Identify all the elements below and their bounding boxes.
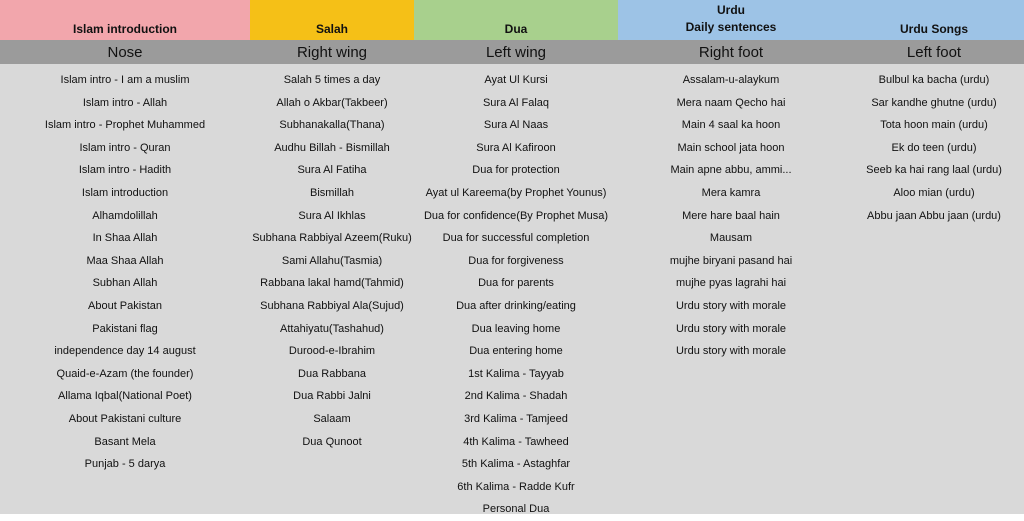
column-islam: [0, 64, 250, 514]
lesson-item[interactable]: Subhana Rabbiyal Azeem(Ruku): [252, 232, 412, 245]
lesson-item[interactable]: 6th Kalima - Radde Kufr: [457, 480, 575, 493]
lesson-item[interactable]: 1st Kalima - Tayyab: [468, 367, 564, 380]
lesson-item[interactable]: Sura Al Naas: [483, 119, 549, 132]
category-header-row: [0, 0, 1024, 40]
lesson-item[interactable]: Assalam-u-alaykum: [682, 74, 780, 86]
column-dua: [414, 64, 618, 514]
lesson-item[interactable]: Bulbul ka bacha (urdu): [878, 74, 990, 86]
lesson-item[interactable]: Subhana Rabbiyal Ala(Sujud): [260, 299, 404, 312]
lesson-item[interactable]: Pakistani flag: [92, 322, 158, 335]
lesson-item[interactable]: Islam intro - Quran: [79, 141, 171, 154]
lesson-item[interactable]: Alhamdolillah: [92, 209, 158, 222]
lesson-item[interactable]: Allama Iqbal(National Poet): [58, 390, 192, 403]
column-salah: [250, 64, 414, 514]
lesson-item[interactable]: Rabbana lakal hamd(Tahmid): [260, 277, 404, 290]
lesson-item[interactable]: Dua entering home: [469, 345, 563, 358]
lesson-item[interactable]: Salaam: [313, 412, 351, 425]
lesson-item[interactable]: Dua Rabbi Jalni: [293, 390, 371, 403]
lesson-item[interactable]: Urdu story with morale: [675, 299, 787, 312]
lesson-item[interactable]: Salah 5 times a day: [283, 74, 381, 86]
subheader-left-wing: Left wing: [485, 43, 547, 61]
lesson-item[interactable]: mujhe biryani pasand hai: [669, 254, 793, 267]
lesson-item[interactable]: Main school jata hoon: [677, 141, 785, 154]
lesson-item[interactable]: Mere hare baal hain: [682, 209, 780, 222]
lesson-item[interactable]: Subhanakalla(Thana): [279, 119, 385, 132]
subheader-right-foot: Right foot: [698, 43, 764, 61]
header-salah-label: Salah: [315, 22, 348, 36]
header-urdu-daily: [618, 2, 844, 36]
lesson-item[interactable]: Ek do teen (urdu): [891, 141, 977, 154]
lesson-item[interactable]: Abbu jaan Abbu jaan (urdu): [867, 209, 1001, 222]
lesson-item[interactable]: Dua Rabbana: [298, 367, 366, 380]
lesson-item[interactable]: Urdu story with morale: [675, 322, 787, 335]
lesson-item[interactable]: Islam intro - I am a muslim: [60, 74, 190, 86]
lesson-item[interactable]: Sura Al Falaq: [482, 96, 550, 109]
lesson-item[interactable]: Punjab - 5 darya: [84, 458, 166, 471]
lesson-item[interactable]: 2nd Kalima - Shadah: [464, 390, 568, 403]
lesson-item[interactable]: Dua for protection: [472, 164, 560, 177]
lesson-item[interactable]: Ayat Ul Kursi: [484, 74, 548, 86]
lesson-item[interactable]: 3rd Kalima - Tamjeed: [464, 412, 568, 425]
lesson-item[interactable]: About Pakistan: [88, 299, 162, 312]
lesson-item[interactable]: Allah o Akbar(Takbeer): [276, 96, 388, 109]
lesson-item[interactable]: Mera kamra: [701, 186, 761, 199]
lesson-item[interactable]: Dua for forgiveness: [468, 254, 564, 267]
header-salah: [250, 0, 414, 40]
lesson-item[interactable]: Basant Mela: [94, 435, 156, 448]
header-islam-label: Islam introduction: [72, 22, 177, 36]
column-urdu-daily: [618, 64, 844, 514]
lesson-item[interactable]: Sami Allahu(Tasmia): [281, 254, 383, 267]
lesson-columns: [0, 64, 1024, 514]
lesson-item[interactable]: Ayat ul Kareema(by Prophet Younus): [425, 186, 607, 199]
lesson-item[interactable]: Sura Al Kafiroon: [476, 141, 556, 154]
lesson-item[interactable]: Islam intro - Prophet Muhammed: [44, 119, 206, 132]
lesson-item[interactable]: Main apne abbu, ammi...: [670, 164, 792, 177]
lesson-item[interactable]: 4th Kalima - Tawheed: [463, 435, 569, 448]
lesson-item[interactable]: 5th Kalima - Astaghfar: [461, 458, 571, 471]
lesson-item[interactable]: Islam intro - Allah: [82, 96, 168, 109]
lesson-item[interactable]: Sar kandhe ghutne (urdu): [871, 96, 997, 109]
column-urdu-songs: [844, 64, 1024, 514]
lesson-item[interactable]: Dua for parents: [478, 277, 554, 290]
lesson-item[interactable]: Maa Shaa Allah: [86, 254, 164, 267]
header-urdu-songs: [844, 22, 1024, 36]
subheader-nose: Nose: [107, 43, 143, 61]
lesson-item[interactable]: Sura Al Fatiha: [297, 164, 367, 177]
lesson-item[interactable]: Dua for confidence(By Prophet Musa): [423, 209, 609, 222]
body-part-header-row: [0, 40, 1024, 64]
lesson-item[interactable]: Islam intro - Hadith: [78, 164, 172, 177]
lesson-item[interactable]: mujhe pyas lagrahi hai: [675, 277, 787, 290]
lesson-item[interactable]: Quaid-e-Azam (the founder): [56, 367, 194, 380]
lesson-item[interactable]: Main 4 saal ka hoon: [681, 119, 781, 132]
lesson-item[interactable]: Aloo mian (urdu): [893, 186, 975, 199]
subheader-right-wing: Right wing: [296, 43, 368, 61]
lesson-item[interactable]: Dua after drinking/eating: [456, 299, 576, 312]
lesson-item[interactable]: Urdu story with morale: [675, 345, 787, 358]
lesson-item[interactable]: Sura Al Ikhlas: [298, 209, 366, 222]
subheader-left-foot: Left foot: [906, 43, 962, 61]
lesson-item[interactable]: Mausam: [709, 232, 753, 245]
header-islam-introduction: [0, 0, 250, 40]
header-dua: [414, 0, 618, 40]
header-urdu-songs-label: Urdu Songs: [900, 22, 968, 36]
lesson-item[interactable]: In Shaa Allah: [92, 232, 158, 245]
header-dua-label: Dua: [504, 22, 528, 36]
lesson-item[interactable]: Subhan Allah: [92, 277, 158, 290]
header-urdu: [618, 0, 1024, 40]
lesson-item[interactable]: Durood-e-Ibrahim: [288, 345, 376, 358]
lesson-item[interactable]: Dua for successful completion: [442, 232, 590, 245]
lesson-item[interactable]: Seeb ka hai rang laal (urdu): [866, 164, 1002, 177]
lesson-item[interactable]: Dua leaving home: [471, 322, 561, 335]
lesson-item[interactable]: Bismillah: [309, 186, 354, 199]
lesson-item[interactable]: Tota hoon main (urdu): [880, 119, 988, 132]
lesson-item[interactable]: Dua Qunoot: [302, 435, 362, 448]
lesson-item[interactable]: Islam introduction: [81, 186, 169, 199]
lesson-item[interactable]: Personal Dua: [482, 503, 550, 516]
lesson-item[interactable]: Audhu Billah - Bismillah: [274, 141, 390, 154]
header-daily-sentences-label: Daily sentences: [685, 20, 777, 34]
header-urdu-label: Urdu: [717, 3, 745, 17]
lesson-item[interactable]: independence day 14 august: [54, 345, 196, 358]
lesson-item[interactable]: Attahiyatu(Tashahud): [280, 322, 384, 335]
lesson-item[interactable]: Mera naam Qecho hai: [676, 96, 786, 109]
lesson-item[interactable]: About Pakistani culture: [68, 412, 182, 425]
